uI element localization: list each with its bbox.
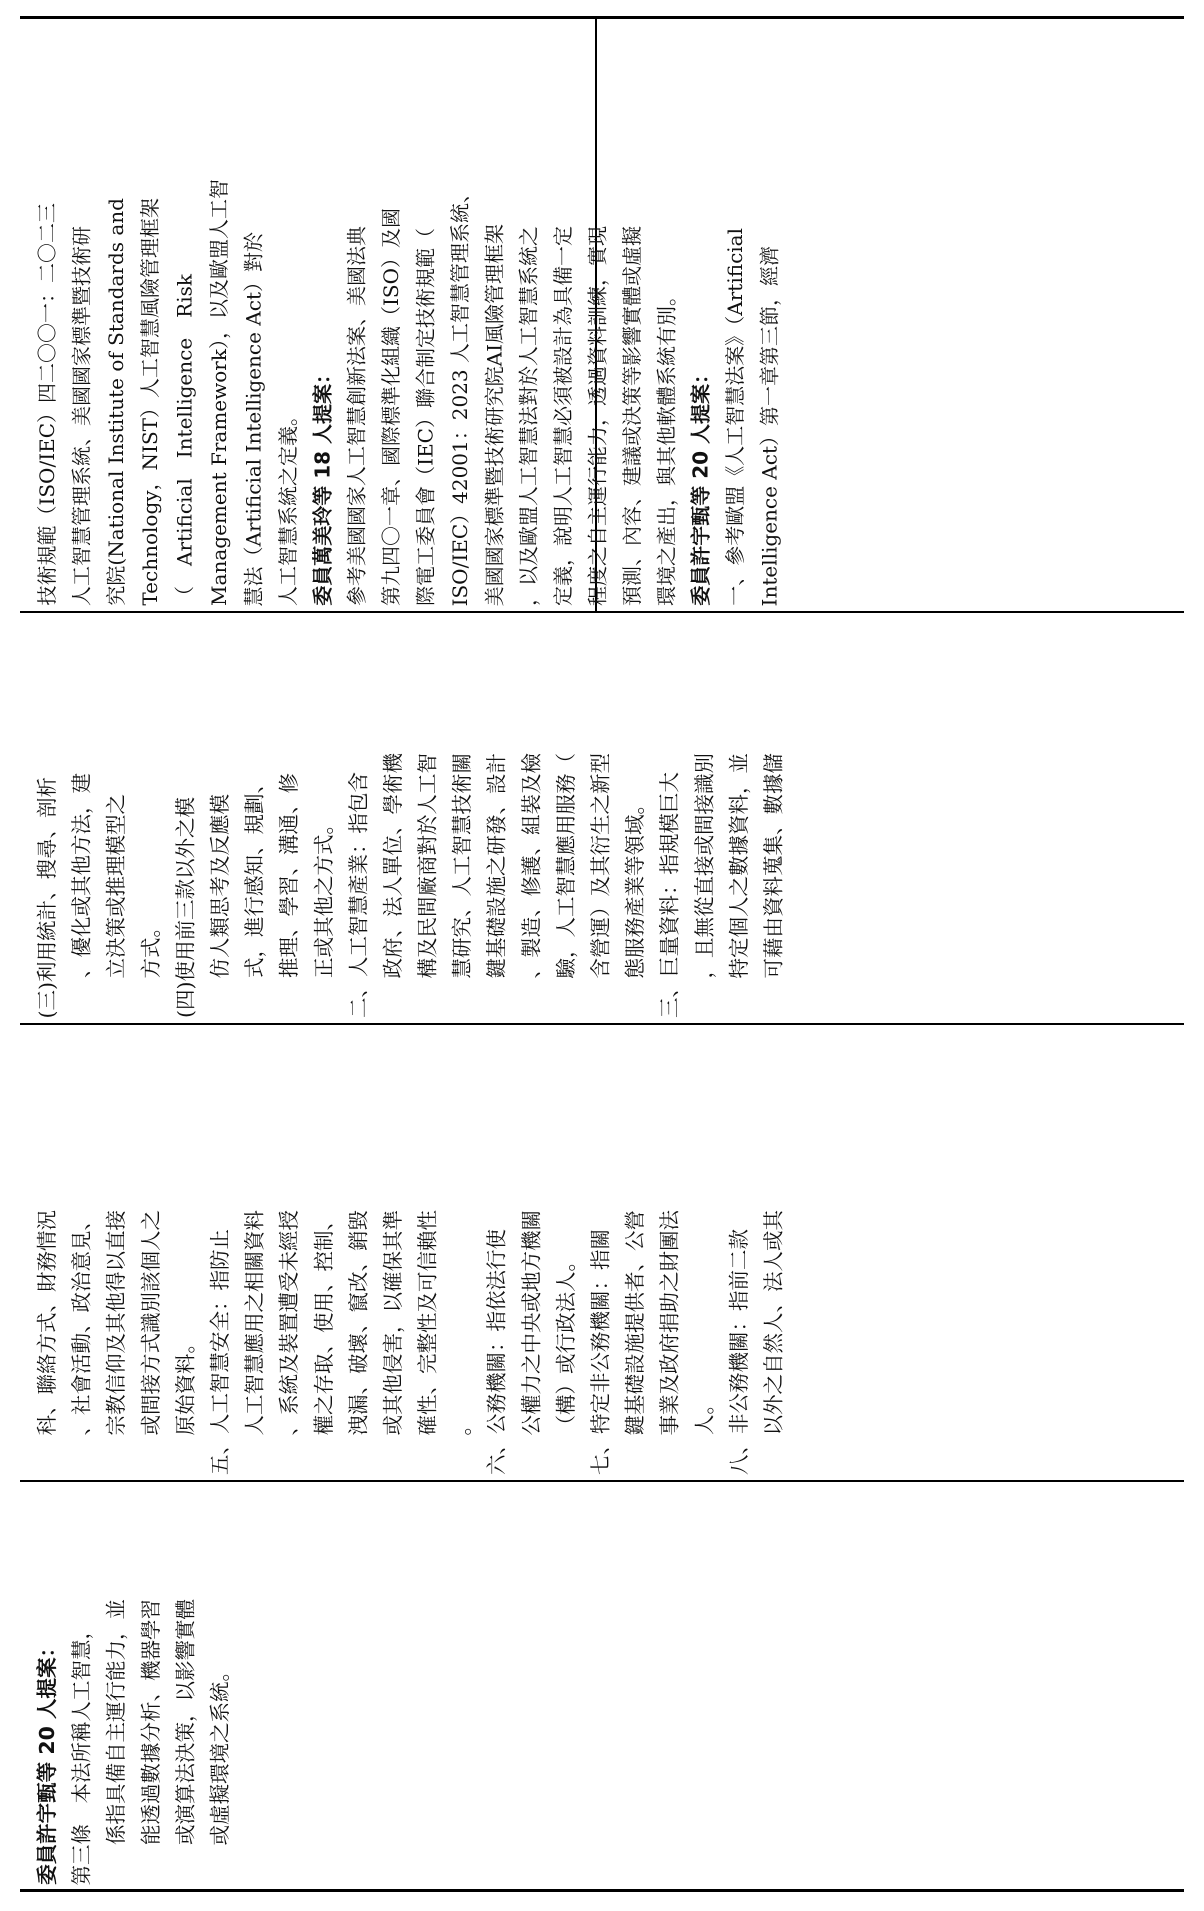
col4-line: 一、參考歐盟《人工智慧法案》（Artificial <box>723 228 748 606</box>
col2-line: 權之存取、使用、控制、 <box>311 1209 336 1435</box>
col4-line: Intelligence Act）第一章第三節，經濟 <box>757 245 782 606</box>
col3-line: 政府、法人單位、學術機 <box>380 752 405 978</box>
col2-line: 或間接方式識別該個人之 <box>138 1209 163 1435</box>
col1-heading: 委員許宇甄等 20 人提案： <box>35 1637 59 1885</box>
col3-line: 二、人工智慧產業：指包含 <box>346 772 371 1018</box>
col2-line: 洩漏、破壞、竄改、銷毀 <box>346 1209 371 1435</box>
col4-line: 人工智慧管理系統、美國國家標準暨技術研 <box>69 226 94 606</box>
col2-line: 事業及政府捐助之財團法 <box>657 1209 682 1435</box>
col2-line: 人工智慧應用之相關資料 <box>242 1209 267 1435</box>
col4-line: Technology，NIST）人工智慧風險管理框架 <box>138 198 163 606</box>
col3-line: 推理、學習、溝通、修 <box>277 773 302 978</box>
col3-line: 、優化或其他方法，建 <box>69 773 94 978</box>
col2-line: 五、人工智慧安全：指防止 <box>207 1229 232 1475</box>
col4-line: 慧法（Artificial Intelligence Act）對於 <box>241 231 266 606</box>
col2-line: 人。 <box>692 1394 717 1435</box>
col2-line: 原始資料。 <box>173 1332 198 1435</box>
col4-line: 參考美國國家人工智慧創新法案、美國法典 <box>344 226 369 606</box>
col3-line: 三、巨量資料：指規模巨大 <box>657 772 682 1018</box>
col3-line: 正或其他之方式。 <box>311 814 336 978</box>
col4-text <box>30 24 1180 606</box>
col3-line: 仿人類思考及反應模 <box>207 793 232 978</box>
col3-line: 可藉由資料蒐集、數據儲 <box>761 752 786 978</box>
col3-line: ，且無從直接或間接識別 <box>692 752 717 978</box>
col4-line: （ Artificial Intelligence Risk <box>172 274 197 606</box>
col4-line: 預測、內容、建議或決策等影響實體或虛擬 <box>619 226 644 606</box>
col4-line: ISO/IEC）42001：2023 人工智慧管理系統、 <box>447 182 472 606</box>
col4-line: 究院(National Institute of Standards and <box>103 198 128 606</box>
col4-line: Management Framework），以及歐盟人工智 <box>207 179 232 606</box>
col2-line: 八、非公務機關：指前二款 <box>726 1229 751 1475</box>
col3-line: 方式。 <box>138 916 163 978</box>
col4-heading-2: 委員萬美玲等 18 人提案： <box>310 364 335 606</box>
col1-line: 或演算法決策，以影響實體 <box>173 1599 198 1845</box>
col2-line: 確性、完整性及可信賴性 <box>415 1209 440 1435</box>
col3-line: 構及民間廠商對於人工智 <box>415 752 440 978</box>
col4-line: ，以及歐盟人工智慧法對於人工智慧系統之 <box>516 226 541 606</box>
col4-line: 定義，說明人工智慧必須被設計為具備一定 <box>551 226 576 606</box>
col1-line: 或虛擬環境之系統。 <box>207 1660 232 1845</box>
col4-line: 第九四〇一章、國際標準化組織（ISO）及國 <box>379 208 404 606</box>
col1-line: 能透過數據分析、機器學習 <box>138 1599 163 1845</box>
col3-line: 立決策或推理模型之 <box>104 793 129 978</box>
col3-text <box>30 618 1180 1018</box>
col2-line: 。 <box>450 1414 475 1435</box>
col2-line: 、系統及裝置遭受未經授 <box>277 1209 302 1435</box>
col4-line: 人工智慧系統之定義。 <box>275 406 300 606</box>
col2-text <box>30 1030 1180 1475</box>
col3-line: 式，進行感知、規劃、 <box>242 773 267 978</box>
col2-line: 或其他侵害，以確保其準 <box>380 1209 405 1435</box>
col3-line: 鍵基礎設施之研發、設計 <box>484 752 509 978</box>
col3-line: 特定個人之數據資料，並 <box>726 752 751 978</box>
bottom-rule <box>20 1889 1184 1892</box>
col3-line: (三)利用統計、搜尋、剖析 <box>35 776 59 1018</box>
col4-line: 際電工委員會（IEC）聯合制定技術規範（ <box>413 228 438 606</box>
col2-line: 科、聯絡方式、財務情況 <box>35 1209 59 1435</box>
col2-line: 鍵基礎設施提供者、公營 <box>623 1209 648 1435</box>
col3-line: 驗，人工智慧應用服務（ <box>553 752 578 978</box>
col3-line: 、製造、修護、組裝及檢 <box>519 752 544 978</box>
col2-line: 七、特定非公務機關：指關 <box>588 1229 613 1475</box>
col2-line: 以外之自然人、法人或其 <box>761 1209 786 1435</box>
col2-line: 公權力之中央或地方機關 <box>519 1209 544 1435</box>
col1-line: 係指具備自主運行能力，並 <box>104 1599 129 1845</box>
col2-line: 宗教信仰及其他得以直接 <box>104 1209 129 1435</box>
col4-line: 美國國家標準暨技術研究院AI風險管理框架 <box>482 223 507 606</box>
col4-line: 環境之產出，與其他軟體系統有別。 <box>654 286 679 606</box>
col2-line: 、社會活動、政治意見、 <box>69 1209 94 1435</box>
col1-text <box>30 1487 1180 1885</box>
col2-line: 六、公務機關：指依法行使 <box>484 1229 509 1475</box>
col2-line: （構）或行政法人。 <box>553 1250 578 1435</box>
col3-line: (四)使用前三款以外之模 <box>173 797 198 1018</box>
col3-line: 含營運）及其衍生之新型 <box>588 752 613 978</box>
col1-line: 第三條 本法所稱人工智慧， <box>69 1618 94 1885</box>
col3-line: 態服務產業等領域。 <box>623 793 648 978</box>
col3-line: 慧研究、人工智慧技術關 <box>450 752 475 978</box>
col4-heading-3: 委員許宇甄等 20 人提案： <box>688 364 713 606</box>
col4-line: 程度之自主運行能力，透過資料訓練，實現 <box>585 226 610 606</box>
col4-line: 技術規範（ISO/IEC）四二〇〇一：二〇二三 <box>35 203 59 606</box>
